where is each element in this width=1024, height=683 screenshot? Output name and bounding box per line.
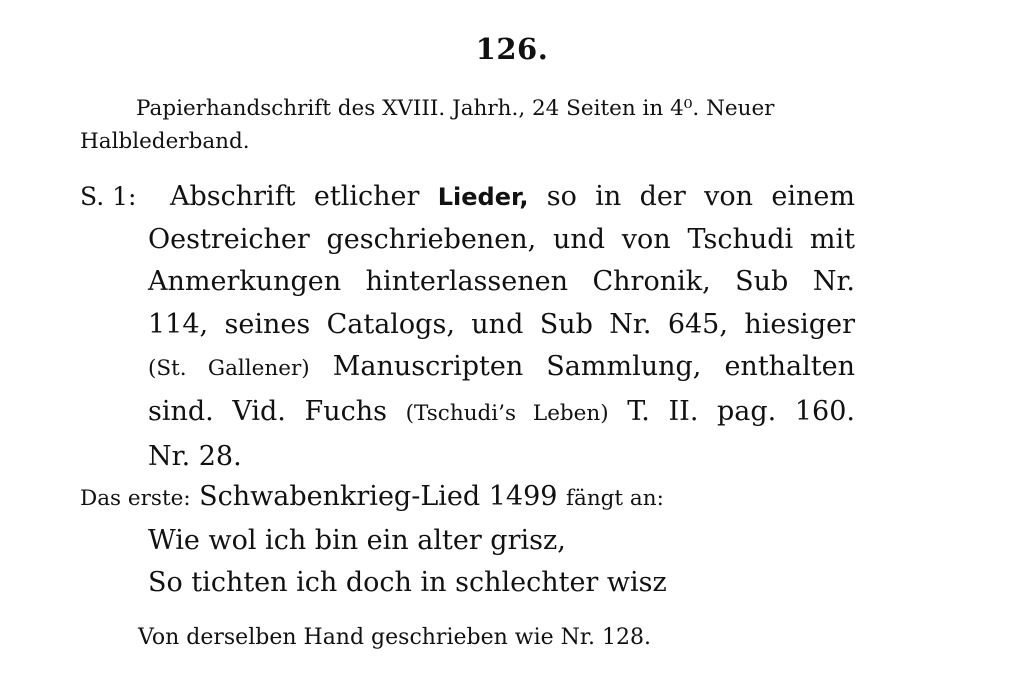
- entry-line-1-end: so in der von einem: [546, 181, 855, 212]
- incipit-heading: [80, 476, 855, 520]
- entry-line-6-end: T. II. pag. 160.: [627, 395, 855, 427]
- provenance-note: Von derselben Hand geschrieben wie Nr. 128.: [138, 625, 651, 650]
- page-number: 126.: [475, 32, 549, 66]
- incipit-lead: Das erste:: [80, 486, 191, 511]
- verse-line-2: So tichten ich doch in schlechter wisz: [148, 567, 667, 598]
- entry-line-5: [80, 346, 855, 391]
- incipit-title: Schwabenkrieg-Lied 1499: [199, 481, 558, 512]
- verse-line-1: Wie wol ich bin ein alter grisz,: [148, 525, 566, 556]
- incipit-block: [80, 476, 855, 604]
- entry-keyword: Lieder,: [437, 183, 529, 211]
- entry-line-3: Anmerkungen hinterlassenen Chronik, Sub Nr.: [148, 266, 855, 298]
- description-line-1: Papierhandschrift des XVIII. Jahrh., 24 Seiten in 4⁰. Neuer: [136, 96, 775, 121]
- entry-line-5-small: (St. Gallener): [148, 356, 310, 382]
- entry-line-7: Nr. 28.: [148, 440, 242, 472]
- entry-line-2: Oestreicher geschriebenen, und von Tschudi mit: [148, 223, 855, 255]
- entry-line-6-small: (Tschudi’s Leben): [405, 400, 609, 426]
- entry-line-1-start: Abschrift etlicher: [170, 181, 420, 212]
- entry-line-6: [80, 391, 855, 436]
- description-line-2: Halblederband.: [80, 129, 250, 154]
- entry-label: S. 1:: [80, 182, 137, 211]
- entry-line-6-start: sind. Vid. Fuchs: [148, 395, 387, 427]
- incipit-lead-end: fängt an:: [566, 486, 664, 511]
- manuscript-description: [80, 92, 855, 158]
- content-entry: [80, 176, 855, 478]
- entry-line-5-rest: Manuscripten Sammlung, enthalten: [332, 351, 856, 383]
- entry-line-1: [80, 176, 855, 219]
- entry-line-4: 114, seines Catalogs, und Sub Nr. 645, hiesiger: [148, 308, 855, 340]
